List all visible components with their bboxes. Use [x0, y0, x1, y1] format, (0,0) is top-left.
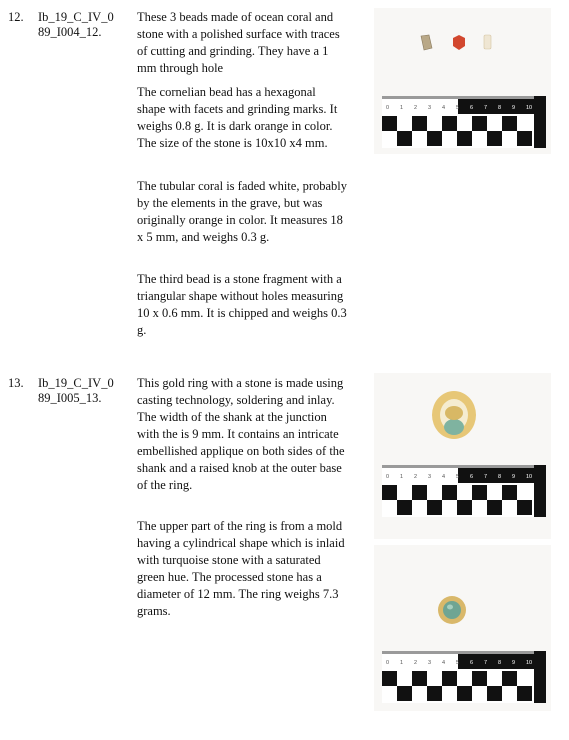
- ruler-tick-label: 0: [386, 474, 390, 480]
- checker-square: [412, 671, 427, 686]
- checker-square: [502, 671, 517, 686]
- ruler-tick-label: 1: [400, 474, 404, 480]
- checker-square: [487, 500, 502, 515]
- ruler-tick-label: 8: [498, 474, 502, 480]
- catalog-id: [38, 376, 130, 406]
- scale-ruler: [382, 465, 546, 517]
- ruler-tick-label: 8: [498, 105, 502, 111]
- checker-square: [427, 500, 442, 515]
- checker-square: [412, 116, 427, 131]
- description-paragraph: The upper part of the ring is from a mold having a cylindrical shape which is inlaid with turquoise stone with a saturated green hue. The processed stone has a diameter of 12 mm. The ring weighs 7.3 grams.: [137, 519, 345, 618]
- ruler-tick-label: 5: [456, 105, 460, 111]
- catalog-id-line2: 89_I005_13.: [38, 391, 102, 405]
- checker-square: [457, 131, 472, 146]
- description-paragraph: These 3 beads made of ocean coral and stone with a polished surface with traces of cutting and grinding. They have a 1 mm through hole: [137, 10, 340, 75]
- catalog-id-line1: Ib_19_C_IV_0: [38, 376, 114, 390]
- catalog-id-line1: Ib_19_C_IV_0: [38, 10, 114, 24]
- checker-square: [517, 500, 532, 515]
- checker-square: [517, 686, 532, 701]
- ruler-tick-label: 9: [512, 474, 516, 480]
- ring-image: [438, 596, 466, 624]
- checker-square: [457, 686, 472, 701]
- checker-square: [487, 686, 502, 701]
- ruler-tick-label: 6: [470, 474, 474, 480]
- checker-square: [472, 116, 487, 131]
- checker-square: [517, 131, 532, 146]
- ruler-tick-label: 6: [470, 105, 474, 111]
- ruler-tick-label: 0: [386, 660, 390, 666]
- checker-square: [502, 485, 517, 500]
- ruler-tick-label: 1: [400, 660, 404, 666]
- beads-photo: [374, 8, 551, 154]
- ruler-tick-label: 7: [484, 105, 488, 111]
- ruler-tick-label: 6: [470, 660, 474, 666]
- ruler-tick-label: 9: [512, 105, 516, 111]
- checker-square: [397, 131, 412, 146]
- description-paragraph: The tubular coral is faded white, probably by the elements in the grave, but was originally orange in color. It measures 18 x 5 mm, and weighs 0.3 g.: [137, 179, 347, 244]
- checker-square: [427, 131, 442, 146]
- ruler-tick-label: 3: [428, 660, 432, 666]
- checker-square: [412, 485, 427, 500]
- scale-ruler: [382, 651, 546, 703]
- ruler-tick-label: 9: [512, 660, 516, 666]
- checker-square: [457, 500, 472, 515]
- checker-square: [442, 116, 457, 131]
- checker-square: [442, 671, 457, 686]
- ruler-tick-label: 8: [498, 660, 502, 666]
- ruler-tick-label: 1: [400, 105, 404, 111]
- ring-image: [432, 391, 476, 439]
- ruler-tick-label: 4: [442, 105, 446, 111]
- ruler-tick-label: 7: [484, 660, 488, 666]
- description-paragraph: The third bead is a stone fragment with a triangular shape without holes measuring 10 x 0.6 mm. It is chipped and weighs 0.3 g.: [137, 272, 347, 337]
- ruler-tick-label: 4: [442, 660, 446, 666]
- checker-square: [487, 131, 502, 146]
- checker-square: [472, 671, 487, 686]
- checker-square: [382, 485, 397, 500]
- ruler-tick-label: 3: [428, 105, 432, 111]
- ruler-tick-label: 2: [414, 660, 418, 666]
- ruler-tick-label: 10: [526, 474, 533, 480]
- ruler-tick-label: 3: [428, 474, 432, 480]
- entry-number: 13.: [8, 376, 24, 390]
- ruler-tick-label: 10: [526, 660, 533, 666]
- checker-square: [382, 671, 397, 686]
- ruler-tick-label: 10: [526, 105, 533, 111]
- checker-square: [472, 485, 487, 500]
- checker-square: [502, 116, 517, 131]
- checker-square: [397, 500, 412, 515]
- ring-photo-side: [374, 373, 551, 539]
- checker-square: [397, 686, 412, 701]
- ruler-tick-label: 5: [456, 660, 460, 666]
- ruler-tick-label: 2: [414, 105, 418, 111]
- ruler-tick-label: 5: [456, 474, 460, 480]
- entry-number: 12.: [8, 10, 24, 24]
- checker-square: [382, 116, 397, 131]
- ruler-tick-label: 2: [414, 474, 418, 480]
- ruler-tick-label: 4: [442, 474, 446, 480]
- scale-ruler: [382, 96, 546, 148]
- checker-square: [427, 686, 442, 701]
- catalog-id-line2: 89_I004_12.: [38, 25, 102, 39]
- description-paragraph: This gold ring with a stone is made using casting technology, soldering and inlay. The width of the shank at the junction with the is 9 mm. It contains an intricate embellished applique on both sides of the shank and a raised knob at the outer base of the ring.: [137, 376, 345, 492]
- ruler-tick-label: 0: [386, 105, 390, 111]
- catalog-id: [38, 10, 130, 40]
- checker-square: [442, 485, 457, 500]
- description-paragraph: The cornelian bead has a hexagonal shape with facets and grinding marks. It weighs 0.8 g. It is dark orange in color. The size of the stone is 10x10 x4 mm.: [137, 85, 338, 150]
- ruler-tick-label: 7: [484, 474, 488, 480]
- ring-photo-top: [374, 545, 551, 711]
